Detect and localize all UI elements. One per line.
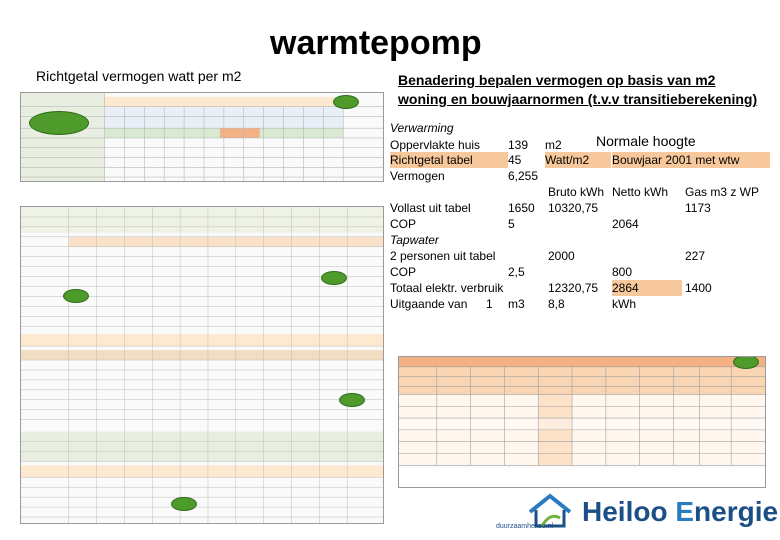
brand-rest: nergie [694, 496, 779, 527]
uitgaande-factor: 8,8 [548, 297, 565, 311]
oppervlakte-value: 139 [508, 138, 529, 152]
normale-hoogte-label: Normale hoogte [596, 133, 696, 149]
richtgetal-value: 45 [508, 153, 522, 167]
row-cop2 [390, 264, 770, 280]
col-bruto: Bruto kWh [548, 185, 605, 199]
row-vermogen [390, 168, 770, 184]
cop-label: COP [390, 217, 417, 231]
uitgaande-label: Uitgaande van [390, 297, 468, 311]
richtgetal-table-thumbnail [20, 92, 384, 182]
cop2-label: COP [390, 265, 417, 279]
richtgetal-table-grid [21, 93, 383, 181]
oppervlakte-unit: m2 [545, 138, 562, 152]
oppervlakte-label: Oppervlakte huis [390, 138, 481, 152]
row-vollast [390, 200, 770, 216]
vollast-table-grid [21, 207, 383, 523]
cop2-value: 2,5 [508, 265, 525, 279]
vermogen-label: Vermogen [390, 169, 445, 183]
page-title: warmtepomp [270, 24, 482, 62]
right-heading-line1: Benadering bepalen vermogen op basis van m2 [398, 72, 716, 88]
row-richtgetal [390, 152, 770, 168]
row-tapwater [390, 232, 770, 248]
leaf-badge-5 [171, 497, 197, 511]
vollast-value: 1650 [508, 201, 535, 215]
row-totaal [390, 280, 770, 296]
col-gas: Gas m3 z WP [685, 185, 760, 199]
vollast-table-thumbnail [20, 206, 384, 524]
brand-e: E [675, 496, 695, 527]
leaf-badge-2 [63, 289, 89, 303]
row-oppervlakte [390, 137, 770, 153]
uitgaande-kwh: kWh [612, 297, 636, 311]
wartmtepomp-badge [29, 111, 89, 135]
vollast-gas: 1173 [685, 201, 711, 215]
uitgaande-value: 1 [486, 297, 493, 311]
tapwater-table-thumbnail [398, 356, 766, 488]
richtgetal-label: Richtgetal tabel [390, 153, 473, 167]
cop-netto: 2064 [612, 217, 639, 231]
row-cop [390, 216, 770, 232]
right-heading-line2: woning en bouwjaarnormen (t.v.v transitieberekening) [398, 91, 758, 107]
row-personen [390, 248, 770, 264]
richtgetal-unit: Watt/m2 [545, 153, 590, 167]
leaf-badge-4 [339, 393, 365, 407]
brand-url: duurzaamheiloo.nl [496, 523, 554, 530]
leaf-badge [333, 95, 359, 109]
totaal-netto: 2864 [612, 281, 639, 295]
right-heading [398, 71, 757, 109]
personen-gas: 227 [685, 249, 706, 263]
totaal-label: Totaal elektr. verbruik [390, 281, 504, 295]
totaal-bruto: 12320,75 [548, 281, 599, 295]
uitgaande-unit: m3 [508, 297, 525, 311]
bouwjaar-label: Bouwjaar 2001 met wtw [612, 153, 740, 167]
personen-label: 2 personen uit tabel [390, 249, 496, 263]
row-uitgaande [390, 296, 770, 312]
tapwater-label: Tapwater [390, 233, 439, 247]
leaf-badge-3 [321, 271, 347, 285]
vermogen-value: 6,255 [508, 169, 539, 183]
heiloo-energie-logo [486, 490, 779, 534]
row-column-headers [390, 184, 770, 200]
totaal-gas: 1400 [685, 281, 712, 295]
brand-first: Heiloo [582, 496, 676, 527]
brand-name [582, 496, 778, 528]
tapwater-table-grid [399, 357, 765, 487]
verwarming-label: Verwarming [390, 121, 454, 135]
personen-bruto: 2000 [548, 249, 575, 263]
cop2-netto: 800 [612, 265, 633, 279]
col-netto: Netto kWh [612, 185, 669, 199]
cop-value: 5 [508, 217, 515, 231]
left-heading: Richtgetal vermogen watt per m2 [36, 68, 242, 84]
vollast-bruto: 10320,75 [548, 201, 599, 215]
vollast-label: Vollast uit tabel [390, 201, 471, 215]
